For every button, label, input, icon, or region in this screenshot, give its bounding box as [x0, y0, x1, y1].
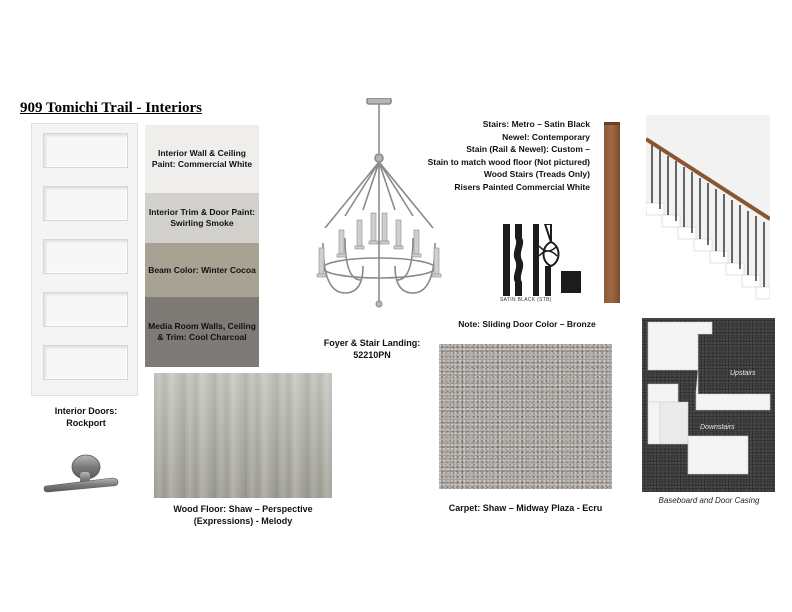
door-lever-icon [42, 450, 122, 498]
baluster-finish-label: SATIN BLACK (STB) [500, 297, 552, 303]
stairs-note-line: Stain (Rail & Newel): Custom – [466, 144, 590, 154]
newel-post-image [604, 122, 620, 303]
floor-caption: Wood Floor: Shaw – Perspective (Expressions) - Melody [173, 504, 313, 526]
interior-door-image [31, 123, 138, 396]
swatch-label: Beam Color: Winter Cocoa [148, 264, 256, 275]
downstairs-label: Downstairs [700, 424, 735, 431]
door-panel [43, 186, 128, 221]
wood-floor-sample [154, 373, 332, 498]
staircase-image [646, 115, 770, 305]
door-caption: Interior Doors: Rockport [54, 406, 118, 428]
stairs-note-line: Stain to match wood floor (Not pictured) [427, 156, 590, 167]
stairs-note-line: Stairs: Metro – Satin Black [482, 119, 590, 129]
carpet-caption: Carpet: Shaw – Midway Plaza - Ecru [448, 503, 603, 513]
sliding-door-note: Note: Sliding Door Color – Bronze [458, 319, 596, 329]
swatch-label: Media Room Walls, Ceiling & Trim: Cool Charcoal [148, 321, 256, 342]
swatch-commercial-white [145, 125, 259, 193]
stairs-note-line: Newel: Contemporary [502, 131, 590, 142]
stairs-notes [405, 118, 590, 193]
stairs-note-line: Wood Stairs (Treads Only) [483, 169, 590, 179]
door-panel [43, 133, 128, 168]
upstairs-label: Upstairs [730, 370, 756, 377]
baseboard-casing-image [642, 318, 775, 492]
chandelier-caption: Foyer & Stair Landing: 52210PN [323, 338, 421, 360]
swatch-swirling-smoke [145, 193, 259, 243]
stairs-note-line: Risers Painted Commercial White [454, 181, 590, 192]
door-panel [43, 345, 128, 380]
floor-shading [154, 373, 332, 498]
door-panel [43, 292, 128, 327]
swatch-winter-cocoa [145, 243, 259, 297]
swatch-cool-charcoal [145, 297, 259, 367]
baluster-sample-image [497, 224, 592, 306]
carpet-sample [439, 344, 612, 489]
casing-profiles [642, 318, 775, 492]
page-title: 909 Tomichi Trail - Interiors [20, 100, 202, 116]
swatch-label: Interior Trim & Door Paint: Swirling Smoke [148, 207, 256, 228]
casing-caption: Baseboard and Door Casing [658, 496, 760, 505]
swatch-label: Interior Wall & Ceiling Paint: Commercial White [151, 148, 253, 169]
door-panel [43, 239, 128, 274]
